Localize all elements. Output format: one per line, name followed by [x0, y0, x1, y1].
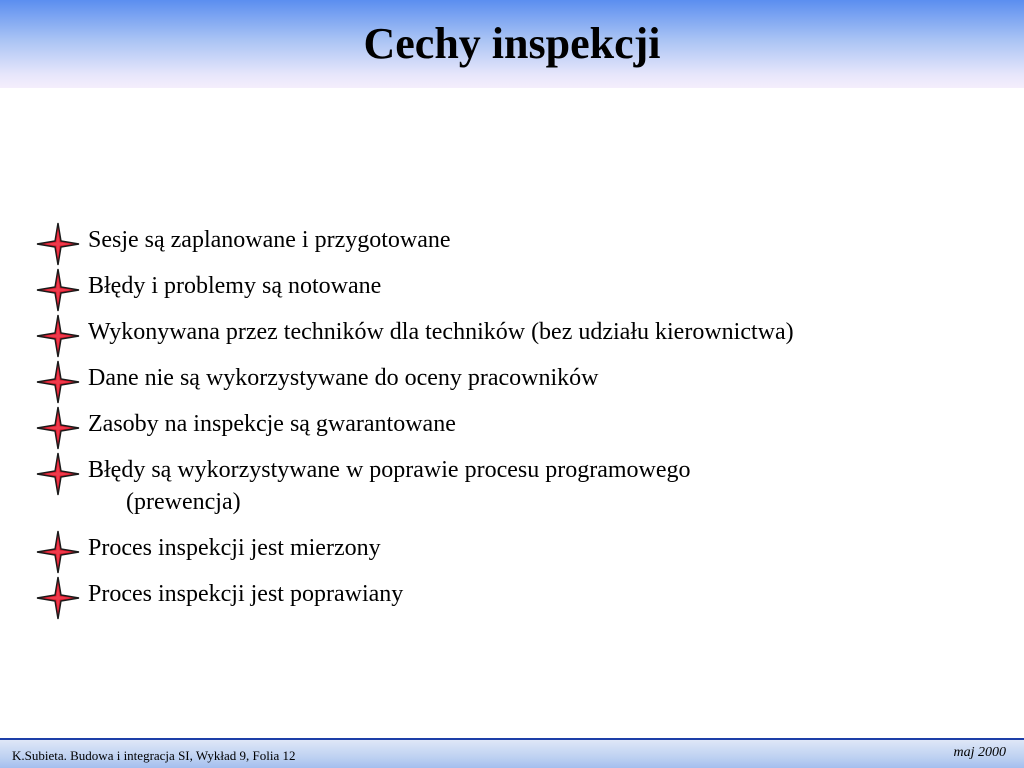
- four-point-star-icon: [36, 452, 80, 496]
- bullet-list: [36, 224, 996, 624]
- bullet-text: Sesje są zaplanowane i przygotowane: [88, 227, 451, 253]
- four-point-star-icon: [36, 576, 80, 620]
- four-point-star-icon: [36, 530, 80, 574]
- list-item: [36, 454, 996, 518]
- bullet-text: Proces inspekcji jest mierzony: [88, 535, 381, 561]
- list-item: [36, 578, 996, 610]
- list-item: [36, 224, 996, 256]
- bullet-text: Wykonywana przez techników dla techników (bez udziału kierownictwa): [88, 319, 794, 345]
- four-point-star-icon: [36, 314, 80, 358]
- bullet-text-continuation: (prewencja): [126, 489, 241, 515]
- list-item: [36, 270, 996, 302]
- list-item: [36, 362, 996, 394]
- four-point-star-icon: [36, 406, 80, 450]
- footer-date: maj 2000: [953, 745, 1006, 760]
- bullet-text: Proces inspekcji jest poprawiany: [88, 581, 404, 607]
- list-item: [36, 408, 996, 440]
- list-item: [36, 532, 996, 564]
- four-point-star-icon: [36, 360, 80, 404]
- bullet-text: Zasoby na inspekcje są gwarantowane: [88, 411, 456, 437]
- bullet-text: Błędy są wykorzystywane w poprawie procesu programowego: [88, 457, 691, 483]
- footer-credit: K.Subieta. Budowa i integracja SI, Wykład 9, Folia 12: [12, 748, 296, 763]
- four-point-star-icon: [36, 222, 80, 266]
- title-band: [0, 0, 1024, 88]
- bullet-text: Dane nie są wykorzystywane do oceny pracowników: [88, 365, 599, 391]
- list-item: [36, 316, 996, 348]
- footer-band: [0, 738, 1024, 768]
- bullet-text: Błędy i problemy są notowane: [88, 273, 382, 299]
- four-point-star-icon: [36, 268, 80, 312]
- slide-title: Cechy inspekcji: [363, 19, 661, 68]
